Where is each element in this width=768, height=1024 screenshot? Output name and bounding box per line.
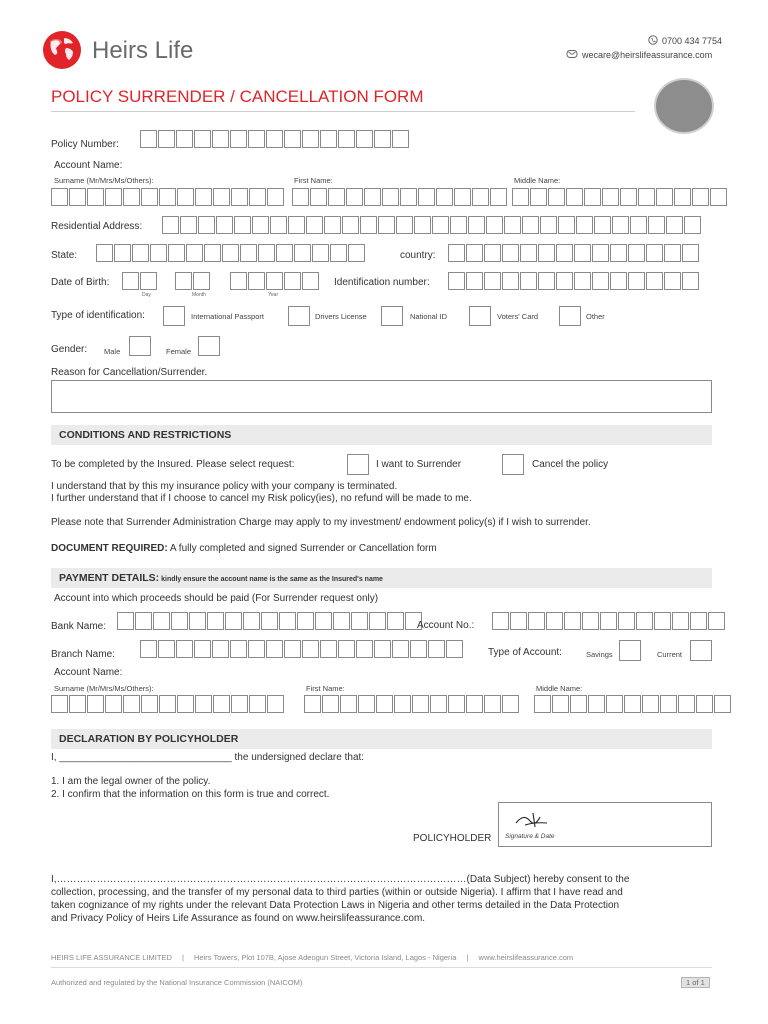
- document-required-label: DOCUMENT REQUIRED:: [51, 543, 168, 554]
- surname-label: Surname (Mr/Mrs/Ms/Others):: [54, 176, 154, 185]
- dob-day-field[interactable]: [122, 272, 157, 290]
- declaration-intro: I, _______________________________ the undersigned declare that:: [51, 752, 365, 763]
- form-title: POLICY SURRENDER / CANCELLATION FORM: [51, 87, 424, 106]
- payment-middle-name-field[interactable]: [534, 695, 731, 713]
- brand-name: Heirs Life: [92, 37, 194, 64]
- checkbox-national-id[interactable]: [381, 306, 403, 326]
- current-label: Current: [657, 650, 683, 659]
- residential-address-label: Residential Address:: [51, 221, 143, 232]
- signature-mark: [513, 809, 553, 831]
- footer-address: Heirs Towers, Plot 107B, Ajose Adeogun Street, Victoria Island, Lagos - Nigeria: [194, 953, 457, 962]
- payment-surname-label: Surname (Mr/Mrs/Ms/Others):: [54, 684, 154, 693]
- declaration-band: [51, 729, 712, 749]
- signature-box[interactable]: [498, 802, 712, 847]
- id-type-drivers-license: Drivers License: [315, 312, 367, 321]
- type-of-account-label: Type of Account:: [488, 647, 562, 658]
- cancel-option-label: Cancel the policy: [532, 459, 609, 470]
- consent-line-1: I,……………………………………………………………………………………………………………(Data Subject) hereby consent to the: [51, 874, 630, 885]
- consent-line-3: taken cognizance of my rights under the relevant Data Protection Laws in Nigeria and other terms detailed in the Data Protection: [51, 900, 620, 911]
- checkbox-female[interactable]: [198, 336, 220, 356]
- signature-date-hint: Signature & Date: [505, 833, 555, 840]
- conditions-line-3: Please note that Surrender Administration Charge may apply to my investment/ endowment policy(s) if I wish to surrender.: [51, 517, 591, 528]
- contact-phone: 0700 434 7754: [662, 36, 723, 46]
- document-required: [51, 543, 437, 554]
- payment-heading: PAYMENT DETAILS:: [59, 572, 160, 584]
- gender-male-label: Male: [104, 347, 121, 356]
- payment-first-name-label: First Name:: [306, 684, 345, 693]
- payment-middle-name-label: Middle Name:: [536, 684, 583, 693]
- savings-label: Savings: [586, 650, 613, 659]
- state-label: State:: [51, 250, 78, 261]
- dob-year-field[interactable]: [230, 272, 319, 290]
- checkbox-current[interactable]: [690, 640, 712, 661]
- dob-year-hint: Year: [268, 292, 279, 298]
- first-name-field[interactable]: [292, 188, 507, 206]
- gender-label: Gender:: [51, 344, 88, 355]
- conditions-band: [51, 425, 712, 445]
- declaration-heading: DECLARATION BY POLICYHOLDER: [59, 733, 239, 745]
- conditions-heading: CONDITIONS AND RESTRICTIONS: [59, 429, 232, 441]
- dob-day-hint: Day: [142, 292, 151, 298]
- dob-month-field[interactable]: [175, 272, 210, 290]
- dob-label: Date of Birth:: [51, 277, 110, 288]
- footer-company: HEIRS LIFE ASSURANCE LIMITED: [51, 953, 172, 962]
- payment-first-name-field[interactable]: [304, 695, 519, 713]
- policy-number-field[interactable]: [140, 130, 409, 148]
- middle-name-label: Middle Name:: [514, 176, 561, 185]
- globe-icon: [42, 30, 82, 70]
- title-underline: [51, 111, 635, 112]
- account-name-label: Account Name:: [54, 160, 123, 171]
- first-name-label: First Name:: [294, 176, 333, 185]
- type-of-identification-label: Type of identification:: [51, 310, 145, 321]
- footer-website-link[interactable]: www.heirslifeassurance.com: [478, 953, 574, 962]
- dob-month-hint: Month: [192, 292, 206, 298]
- document-required-text: A fully completed and signed Surrender or Cancellation form: [167, 543, 437, 554]
- checkbox-international-passport[interactable]: [163, 306, 185, 326]
- declaration-item-1: 1. I am the legal owner of the policy.: [51, 776, 211, 787]
- payment-account-name-label: Account Name:: [54, 667, 123, 678]
- residential-address-field[interactable]: [162, 216, 701, 234]
- branch-name-field[interactable]: [140, 640, 463, 658]
- checkbox-surrender[interactable]: [347, 454, 369, 475]
- middle-name-field[interactable]: [512, 188, 727, 206]
- consent-line-4: and Privacy Policy of Heirs Life Assurance as found on www.heirslifeassurance.com.: [51, 913, 426, 924]
- footer-divider: [51, 967, 712, 968]
- surname-field[interactable]: [51, 188, 284, 206]
- consent-line-2: collection, processing, and the transfer of my personal data to third parties (within or outside Nigeria). I affirm that I have read and: [51, 887, 623, 898]
- payment-surname-field[interactable]: [51, 695, 284, 713]
- country-field[interactable]: [448, 244, 699, 262]
- reason-label: Reason for Cancellation/Surrender.: [51, 367, 208, 378]
- account-no-label: Account No.:: [417, 620, 475, 631]
- gender-female-label: Female: [166, 347, 192, 356]
- state-field[interactable]: [96, 244, 365, 262]
- checkbox-drivers-license[interactable]: [288, 306, 310, 326]
- footer-regulator: Authorized and regulated by the National Insurance Commission (NAICOM): [51, 978, 303, 987]
- select-request-text: To be completed by the Insured. Please select request:: [51, 459, 295, 470]
- footer-sep-1: |: [181, 953, 184, 962]
- passport-photo-placeholder[interactable]: [656, 80, 712, 132]
- surrender-option-label: I want to Surrender: [376, 459, 462, 470]
- page-number-badge: 1 of 1: [681, 977, 710, 988]
- checkbox-cancel[interactable]: [502, 454, 524, 475]
- email-icon: [566, 49, 578, 59]
- checkbox-male[interactable]: [129, 336, 151, 356]
- branch-name-label: Branch Name:: [51, 649, 115, 660]
- contact-email: wecare@heirslifeassurance.com: [582, 50, 713, 60]
- reason-textarea[interactable]: [51, 380, 712, 413]
- country-label: country:: [400, 250, 436, 261]
- conditions-line-2: I further understand that if I choose to cancel my Risk policy(ies), no refund will be made to me.: [51, 493, 472, 504]
- payment-band: [51, 568, 712, 588]
- declaration-item-2: 2. I confirm that the information on this form is true and correct.: [51, 789, 330, 800]
- phone-icon: [648, 35, 658, 45]
- policy-number-label: Policy Number:: [51, 139, 119, 150]
- identification-number-label: Identification number:: [334, 277, 430, 288]
- conditions-line-1: I understand that by this my insurance policy with your company is terminated.: [51, 481, 398, 492]
- footer-address-line: [51, 953, 573, 962]
- checkbox-other[interactable]: [559, 306, 581, 326]
- heirs-life-logo: [42, 30, 302, 70]
- id-type-national-id: National ID: [410, 312, 448, 321]
- checkbox-voters-card[interactable]: [469, 306, 491, 326]
- id-type-international-passport: International Passport: [191, 312, 264, 321]
- id-type-voters-card: Voters' Card: [497, 312, 539, 321]
- bank-name-field[interactable]: [117, 612, 422, 630]
- account-no-field[interactable]: [492, 612, 725, 630]
- policyholder-label: POLICYHOLDER: [413, 833, 492, 844]
- identification-number-field[interactable]: [448, 272, 699, 290]
- footer-sep-2: |: [466, 953, 469, 962]
- bank-name-label: Bank Name:: [51, 621, 107, 632]
- payment-heading-note: kindly ensure the account name is the same as the Insured's name: [159, 576, 383, 583]
- proceeds-account-text: Account into which proceeds should be paid (For Surrender request only): [54, 593, 379, 604]
- id-type-other: Other: [586, 312, 605, 321]
- checkbox-savings[interactable]: [619, 640, 641, 661]
